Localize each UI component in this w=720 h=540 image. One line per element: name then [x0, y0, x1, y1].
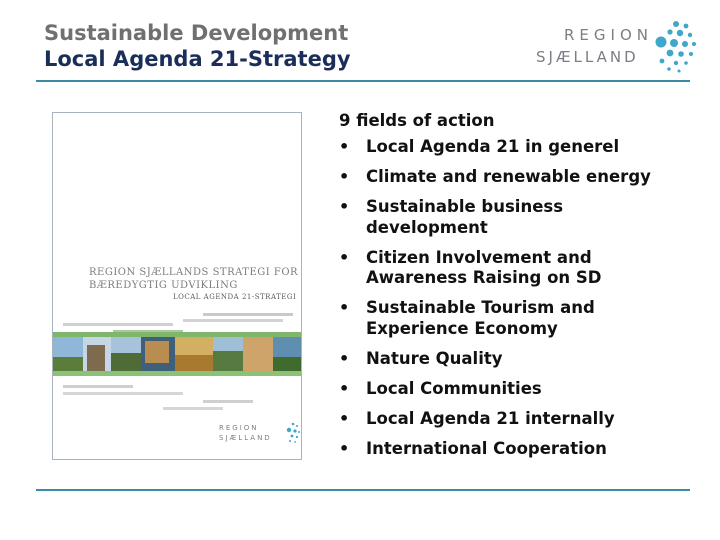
- bullet-icon: •: [339, 137, 350, 156]
- field-label: Sustainable Tourism and Experience Economy: [366, 298, 595, 338]
- list-item: [339, 379, 689, 400]
- list-item: [339, 409, 689, 430]
- dots-logo-icon: [652, 18, 698, 78]
- list-item: [339, 298, 689, 339]
- field-label: Nature Quality: [366, 348, 503, 368]
- title-line-2: Local Agenda 21-Strategy: [44, 47, 351, 71]
- list-item: [339, 349, 689, 370]
- cover-logo-word-sjaelland: SJÆLLAND: [219, 434, 272, 442]
- field-label: Local Communities: [366, 378, 542, 398]
- field-label: Climate and renewable energy: [366, 167, 651, 186]
- bullet-icon: •: [339, 348, 350, 368]
- fields-heading: 9 fields of action: [339, 111, 495, 130]
- logo-word-region: REGION: [564, 26, 653, 44]
- cover-mini-logo: [219, 423, 272, 443]
- list-item: [339, 439, 689, 460]
- field-label: Local Agenda 21 in generel: [366, 137, 620, 156]
- cover-heading-line-1: REGION SJÆLLANDS STRATEGI FOR: [89, 267, 299, 278]
- cover-subheading: LOCAL AGENDA 21-STRATEGI: [173, 293, 297, 301]
- region-sjaelland-logo: [536, 18, 696, 78]
- bullet-icon: •: [339, 438, 350, 458]
- cover-text-line: [183, 319, 283, 322]
- cover-green-strip: [53, 371, 301, 376]
- title-line-1: Sustainable Development: [44, 21, 349, 45]
- bullet-icon: •: [339, 298, 350, 317]
- cover-text-line: [63, 323, 173, 326]
- field-label: Sustainable business development: [366, 197, 564, 237]
- field-label: Citizen Involvement and Awareness Raising on SD: [366, 247, 602, 287]
- cover-heading: [89, 266, 298, 292]
- fields-list: [339, 137, 689, 459]
- cover-text-line: [163, 407, 223, 410]
- logo-word-sjaelland: SJÆLLAND: [536, 48, 639, 66]
- bullet-icon: •: [339, 378, 350, 398]
- bottom-divider: [36, 489, 690, 491]
- bullet-icon: •: [339, 247, 350, 267]
- cover-logo-word-region: REGION: [219, 424, 259, 432]
- top-divider: [36, 80, 690, 82]
- fields-of-action: [339, 111, 689, 459]
- bullet-icon: •: [339, 197, 350, 216]
- cover-photo-band: [53, 335, 301, 371]
- list-item: [339, 167, 689, 188]
- list-item: [339, 248, 689, 289]
- cover-heading-line-2: BÆREDYGTIG UDVIKLING: [89, 280, 238, 291]
- cover-text-line: [63, 385, 133, 388]
- strategy-document-cover: [52, 112, 302, 460]
- slide-title: [44, 20, 351, 72]
- cover-dots-icon: [285, 421, 301, 445]
- cover-text-line: [203, 313, 293, 316]
- cover-text-line: [63, 392, 183, 395]
- bullet-icon: •: [339, 408, 350, 428]
- bullet-icon: •: [339, 167, 350, 186]
- field-label: International Cooperation: [366, 438, 607, 458]
- field-label: Local Agenda 21 internally: [366, 408, 615, 428]
- list-item: [339, 137, 689, 158]
- list-item: [339, 197, 689, 238]
- cover-text-line: [203, 400, 253, 403]
- cover-green-strip: [53, 332, 301, 337]
